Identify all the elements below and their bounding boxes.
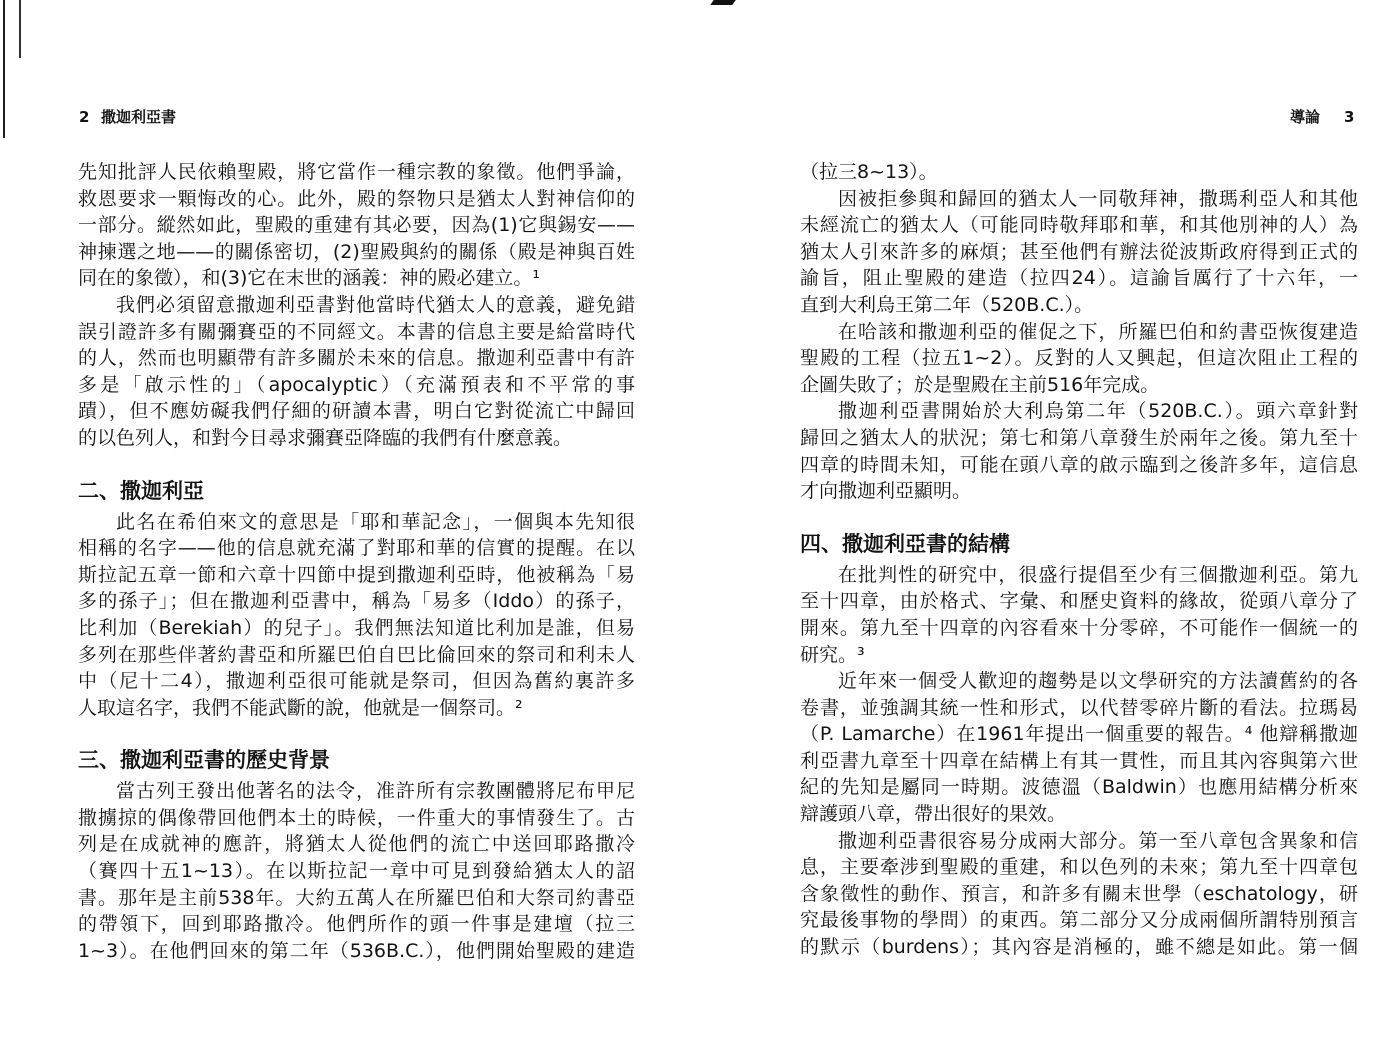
text-line: 的默示（burdens）；其內容是消極的，雖不總是如此。第一個 <box>800 936 1358 959</box>
text-line: 救恩要求一顆悔改的心。此外，殿的祭物只是猶太人對神信仰的 <box>78 187 635 210</box>
section-heading: 二、撒迦利亞 <box>78 478 204 503</box>
text-line: 才向撒迦利亞顯明。 <box>800 480 972 503</box>
text-line: 撒迦利亞書很容易分成兩大部分。第一至八章包含異象和信 <box>838 829 1358 852</box>
text-line: 我們必須留意撒迦利亞書對他當時代猶太人的意義，避免錯 <box>116 293 635 316</box>
text-line: 撒擄掠的偶像帶回他們本土的時候，一件重大的事情發生了。古 <box>78 806 635 829</box>
text-line: 諭旨，阻止聖殿的建造（拉四24）。這諭旨厲行了十六年，一 <box>800 267 1358 290</box>
text-line: 歸回之猶太人的狀況；第七和第八章發生於兩年之後。第九至十 <box>800 426 1358 449</box>
text-line: 因被拒參與和歸回的猶太人一同敬拜神，撒瑪利亞人和其他 <box>838 187 1358 210</box>
running-head-title: 導論 <box>1290 108 1321 126</box>
right-page-body <box>800 159 1358 961</box>
text-line: 近年來一個受人歡迎的趨勢是以文學研究的方法讀舊約的各 <box>838 670 1358 693</box>
continued-paragraph <box>800 159 1358 186</box>
text-line: （拉三8~13）。 <box>800 161 938 183</box>
text-line: 撒迦利亞書開始於大利烏第二年（520B.C.）。頭六章針對 <box>838 400 1358 423</box>
text-line: 紀的先知是屬同一時期。波德溫（Baldwin）也應用結構分析來 <box>800 776 1358 799</box>
page-number: 3 <box>1344 108 1355 126</box>
text-line: 的人，然而也明顯帶有許多關於未來的信息。撒迦利亞書中有許 <box>78 347 635 370</box>
paragraph <box>800 319 1358 399</box>
text-line: 當古列王發出他著名的法令，准許所有宗教團體將尼布甲尼 <box>116 780 635 803</box>
paragraph <box>800 828 1358 961</box>
text-line: 利亞書九章至十四章在結構上有其一貫性，而且其內容與第六世 <box>800 749 1358 772</box>
text-line: 辯護頭八章，帶出很好的果效。 <box>800 803 1067 826</box>
section-heading: 四、撒迦利亞書的結構 <box>800 531 1010 556</box>
paragraph <box>800 398 1358 504</box>
text-line: 神揀選之地——的關係密切，(2)聖殿與約的關係（殿是神與百姓 <box>78 240 635 263</box>
paragraph <box>800 668 1358 828</box>
text-line: 在哈該和撒迦利亞的催促之下，所羅巴伯和約書亞恢復建造 <box>838 320 1358 343</box>
scan-edge-shadow <box>3 0 5 138</box>
paragraph <box>800 186 1358 319</box>
text-line: 中（尼十二4），撒迦利亞很可能就是祭司，但因為舊約裏許多 <box>78 670 635 693</box>
text-line: 猶太人引來許多的麻煩；甚至他們有辦法從波斯政府得到正式的 <box>800 240 1358 263</box>
left-page-body <box>78 159 635 964</box>
running-head-title: 撒迦利亞書 <box>101 108 177 126</box>
text-line: （P. Lamarche）在1961年提出一個重要的報告。⁴ 他辯稱撒迦 <box>800 723 1358 746</box>
scan-smudge <box>710 0 736 5</box>
text-line: 人取這名字，我們不能武斷的說，他就是一個祭司。² <box>78 696 523 719</box>
text-line: 四章的時間未知，可能在頭八章的啟示臨到之後許多年，這信息 <box>800 453 1358 476</box>
text-line: 列是在成就神的應許，將猶太人從他們的流亡中送回耶路撒冷 <box>78 833 635 856</box>
text-line: 書。那年是主前538年。大約五萬人在所羅巴伯和大祭司約書亞 <box>78 886 635 909</box>
text-line: 比利加（Berekiah）的兒子」。我們無法知道比利加是誰，但易 <box>78 616 635 639</box>
paragraph <box>78 509 635 722</box>
paragraph <box>800 562 1358 668</box>
text-line: 多列在那些伴著約書亞和所羅巴伯自巴比倫回來的祭司和利未人 <box>78 643 635 666</box>
text-line: （賽四十五1~13）。在以斯拉記一章中可見到發給猶太人的詔 <box>78 860 635 883</box>
section-heading: 三、撒迦利亞書的歷史背景 <box>78 748 330 773</box>
text-line: 多的孫子」；但在撒迦利亞書中，稱為「易多（Iddo）的孫子， <box>78 590 635 613</box>
scan-edge-shadow <box>19 0 21 58</box>
text-line: 息，主要牽涉到聖殿的重建，和以色列的未來；第九至十四章包 <box>800 856 1358 879</box>
text-line: 1~3）。在他們回來的第二年（536B.C.），他們開始聖殿的建造 <box>78 939 635 962</box>
text-line: 蹟），但不應妨礙我們仔細的研讀本書，明白它對從流亡中歸回 <box>78 400 635 423</box>
text-line: 斯拉記五章一節和六章十四節中提到撒迦利亞時，他被稱為「易 <box>78 563 635 586</box>
text-line: 先知批評人民依賴聖殿，將它當作一種宗教的象徵。他們爭論， <box>78 161 635 183</box>
text-line: 開來。第九至十四章的內容看來十分零碎，不可能作一個統一的 <box>800 616 1358 639</box>
text-line: 誤引證許多有關彌賽亞的不同經文。本書的信息主要是給當時代 <box>78 320 635 343</box>
text-line: 聖殿的工程（拉五1~2）。反對的人又興起，但這次阻止工程的 <box>800 347 1358 370</box>
continued-paragraph <box>78 159 635 292</box>
text-line: 的以色列人，和對今日尋求彌賽亞降臨的我們有什麼意義。 <box>78 426 573 449</box>
paragraph <box>78 778 635 964</box>
text-line: 至十四章，由於格式、字彙、和歷史資料的緣故，從頭八章分了 <box>800 590 1358 613</box>
text-line: 的帶領下，回到耶路撒冷。他們所作的頭一件事是建壇（拉三 <box>78 913 635 936</box>
text-line: 卷書，並強調其統一性和形式，以代替零碎片斷的看法。拉瑪曷 <box>800 696 1358 719</box>
text-line: 究最後事物的學問）的東西。第二部分又分成兩個所謂特別預言 <box>800 909 1358 932</box>
text-line: 此名在希伯來文的意思是「耶和華記念」，一個與本先知很 <box>116 510 635 533</box>
text-line: 企圖失敗了；於是聖殿在主前516年完成。 <box>800 373 1160 396</box>
text-line: 相稱的名字——他的信息就充滿了對耶和華的信實的提醒。在以 <box>78 537 635 560</box>
page-number: 2 <box>79 108 90 126</box>
text-line: 含象徵性的動作、預言，和許多有關末世學（eschatology，研 <box>800 882 1358 905</box>
paragraph <box>78 292 635 452</box>
text-line: 直到大利烏王第二年（520B.C.）。 <box>800 293 1094 316</box>
text-line: 未經流亡的猶太人（可能同時敬拜耶和華，和其他別神的人）為 <box>800 214 1358 237</box>
text-line: 同在的象徵），和(3)它在末世的涵義：神的殿必建立。¹ <box>78 267 541 290</box>
text-line: 研究。³ <box>800 643 865 666</box>
text-line: 在批判性的研究中，很盛行提倡至少有三個撒迦利亞。第九 <box>838 563 1358 586</box>
text-line: 一部分。縱然如此，聖殿的重建有其必要，因為(1)它與錫安—— <box>78 214 635 237</box>
text-line: 多是「啟示性的」（apocalyptic）（充滿預表和不平常的事 <box>78 373 635 396</box>
